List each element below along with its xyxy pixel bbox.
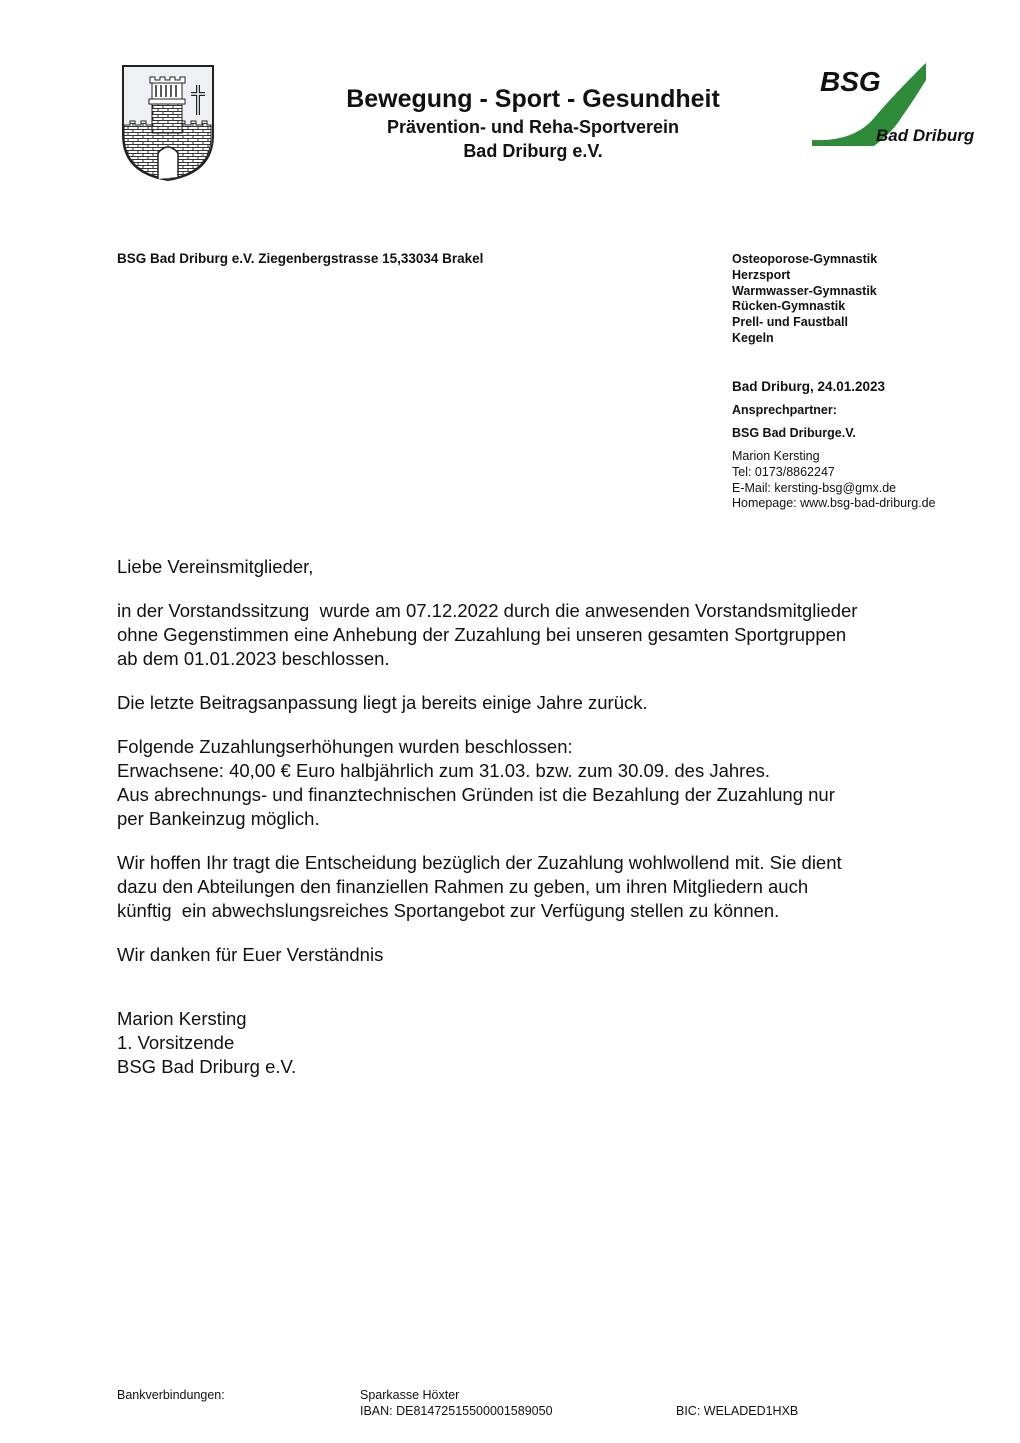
contact-email[interactable]: E-Mail: kersting-bsg@gmx.de xyxy=(732,480,897,495)
contact-label: Ansprechpartner: xyxy=(732,403,837,417)
footer-bank-name: Sparkasse Höxter xyxy=(360,1388,460,1402)
contact-org: BSG Bad Driburge.V. xyxy=(732,426,856,440)
offer-item: Prell- und Faustball xyxy=(732,315,848,330)
offer-item: Rücken-Gymnastik xyxy=(732,299,846,314)
contact-block xyxy=(732,378,936,512)
letterhead-title: Bewegung - Sport - Gesundheit xyxy=(346,85,720,113)
coat-of-arms-logo xyxy=(120,63,216,183)
letterhead xyxy=(300,84,766,163)
bsg-logo-text-bottom: Bad Driburg xyxy=(876,126,975,145)
place-date: Bad Driburg, 24.01.2023 xyxy=(732,379,886,394)
signature-name: Marion Kersting xyxy=(117,1008,247,1029)
footer-iban: IBAN: DE81472515500001589050 xyxy=(360,1403,553,1418)
paragraph: in der Vorstandssitzung wurde am 07.12.2022 durch die anwesenden Vorstandsmitglieder ohne Gegenstimmen eine Anhebung der Zuzahlung bei unseren gesamten Sportgruppen ab dem 01.01.2023 beschlossen. xyxy=(117,600,858,669)
sender-address: BSG Bad Driburg e.V. Ziegenbergstrasse 15,33034 Brakel xyxy=(117,251,484,266)
salutation: Liebe Vereinsmitglieder, xyxy=(117,556,314,577)
contact-phone: Tel: 0173/8862247 xyxy=(732,464,835,479)
signature-role: 1. Vorsitzende xyxy=(117,1032,235,1053)
paragraph: Wir hoffen Ihr tragt die Entscheidung bezüglich der Zuzahlung wohlwollend mit. Sie dient dazu den Abteilungen den finanziellen Rahmen zu geben, um ihren Mitgliedern auch künftig ein abwechslungsreiches Sportangebot zur Verfügung stellen zu können. xyxy=(117,852,842,921)
bsg-logo-text-top: BSG xyxy=(820,66,881,97)
offer-item: Osteoporose-Gymnastik xyxy=(732,252,878,266)
offer-item: Kegeln xyxy=(732,330,774,345)
contact-homepage[interactable]: Homepage: www.bsg-bad-driburg.de xyxy=(732,496,936,511)
paragraph: Die letzte Beitragsanpassung liegt ja bereits einige Jahre zurück. xyxy=(117,692,648,713)
footer-bic: BIC: WELADED1HXB xyxy=(676,1404,799,1418)
offer-item: Herzsport xyxy=(732,267,791,282)
footer-bank-label: Bankverbindungen: xyxy=(117,1388,225,1402)
offers-list xyxy=(732,252,877,347)
contact-details xyxy=(732,449,936,512)
letter-body xyxy=(117,555,947,987)
offer-item: Warmwasser-Gymnastik xyxy=(732,283,877,298)
paragraph: Folgende Zuzahlungserhöhungen wurden beschlossen: Erwachsene: 40,00 € Euro halbjährlich zum 31.03. bzw. zum 30.09. des Jahres. Aus abrechnungs- und finanztechnischen Gründen ist die Bezahlung der Zuzahlung nur per Bankeinzug möglich. xyxy=(117,736,835,829)
signature-block xyxy=(117,1007,296,1079)
signature-org: BSG Bad Driburg e.V. xyxy=(117,1056,297,1077)
bsg-logo xyxy=(812,60,990,152)
letterhead-subtitle: Prävention- und Reha-Sportverein xyxy=(386,117,680,137)
paragraph: Wir danken für Euer Verständnis xyxy=(117,944,384,965)
contact-name: Marion Kersting xyxy=(732,449,820,463)
footer-bank-details xyxy=(360,1388,553,1419)
letterhead-subtitle-2: Bad Driburg e.V. xyxy=(463,141,603,161)
